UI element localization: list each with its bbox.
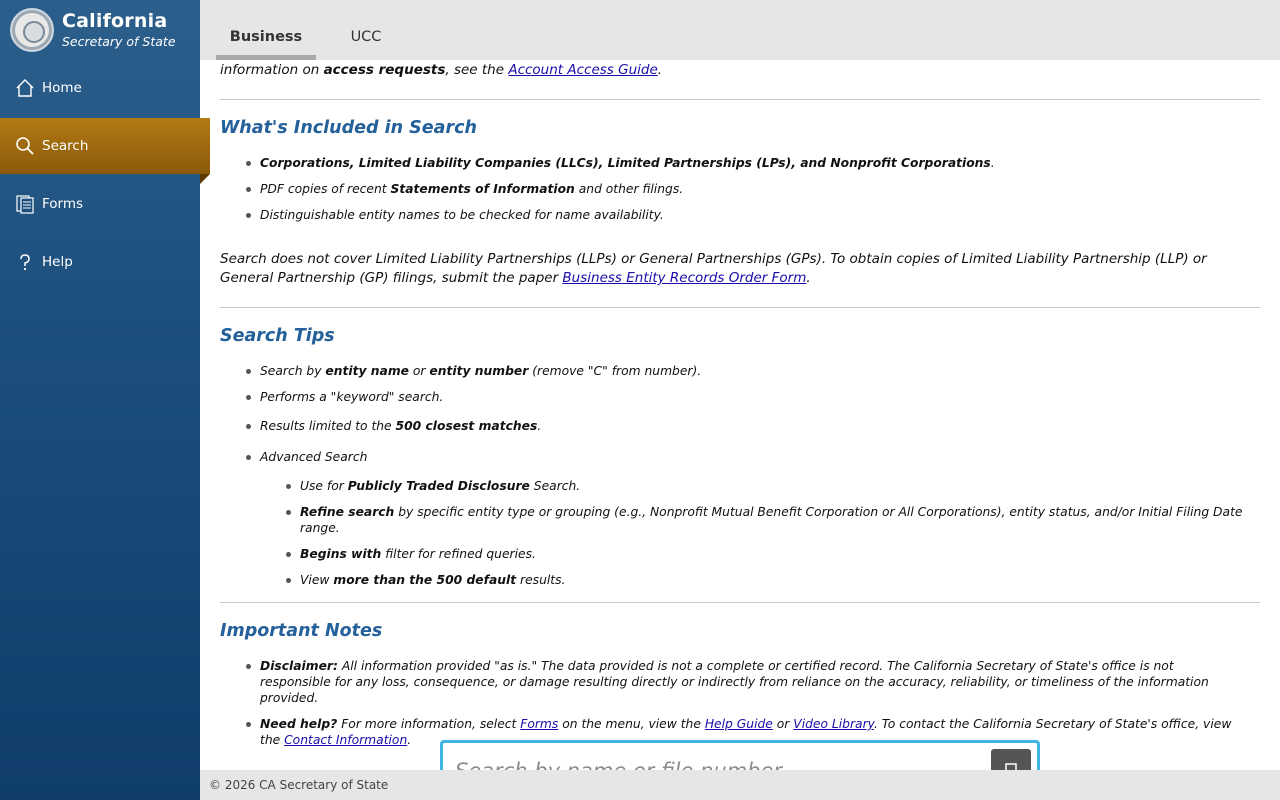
sidebar-item-forms[interactable] (0, 176, 200, 232)
list-item: Performs a "keyword" search. (246, 389, 701, 405)
copyright-text: © 2026 CA Secretary of State (209, 778, 389, 792)
list-item: PDF copies of recent Statements of Information and other filings. (246, 181, 995, 197)
footer (200, 770, 1280, 800)
tab-ucc[interactable]: UCC (350, 29, 382, 45)
brand[interactable] (10, 8, 176, 52)
list-item: Use for Publicly Traded Disclosure Search. (286, 478, 1260, 494)
list-item: Refine search by specific entity type or grouping (e.g., Nonprofit Mutual Benefit Corporation or All Corporations), entity status, and/or Initial Filing Date range. (286, 504, 1260, 536)
sidebar-item-help[interactable] (0, 234, 200, 290)
main-content (220, 60, 1260, 770)
section-heading-tips: Search Tips (220, 326, 335, 346)
video-library-link[interactable]: Video Library (793, 717, 874, 731)
search-icon (14, 135, 36, 157)
section-heading-notes: Important Notes (220, 621, 383, 641)
state-seal-logo (10, 8, 54, 52)
tips-list (246, 363, 701, 465)
sidebar-item-label: Help (42, 254, 73, 270)
brand-title: California (62, 9, 168, 32)
divider (220, 307, 1260, 308)
search-box (440, 740, 1040, 770)
tab-bar (200, 0, 1280, 60)
list-item: Corporations, Limited Liability Companies (LLCs), Limited Partnerships (LPs), and Nonprofit Corporations. (246, 155, 995, 171)
sidebar-item-label: Forms (42, 196, 84, 212)
help-icon (14, 251, 36, 273)
coverage-note: Search does not cover Limited Liability Partnerships (LLPs) or General Partnerships (GPs). To obtain copies of Limited Liability Partnership (LLP) or General Partnership (GP) filings, submit the paper Business Entity Records Order Form. (220, 251, 1207, 286)
list-item: Distinguishable entity names to be checked for name availability. (246, 207, 995, 223)
tab-business[interactable]: Business (216, 18, 316, 60)
sidebar-item-search[interactable] (0, 118, 210, 174)
sidebar (0, 0, 200, 800)
sidebar-item-label: Home (42, 80, 82, 96)
contact-information-link[interactable]: Contact Information (284, 733, 408, 747)
included-list (246, 155, 995, 223)
sidebar-item-home[interactable] (0, 60, 200, 116)
forms-link[interactable]: Forms (520, 717, 559, 731)
list-item: Need help? For more information, select Forms on the menu, view the Help Guide or Video Library. To contact the California Secretary of State's office, view the Contact Information. (246, 716, 1246, 748)
search-input[interactable] (455, 751, 975, 770)
order-form-link[interactable]: Business Entity Records Order Form (562, 270, 807, 286)
search-button-icon (1003, 761, 1019, 770)
advanced-search-sublist (286, 478, 1260, 588)
list-item: Begins with filter for refined queries. (286, 546, 1260, 562)
search-button[interactable] (991, 749, 1031, 770)
list-item: Results limited to the 500 closest matches. (246, 418, 701, 434)
divider (220, 602, 1260, 603)
home-icon (14, 77, 36, 99)
help-guide-link[interactable]: Help Guide (704, 717, 773, 731)
list-item: Search by entity name or entity number (remove "C" from number). (246, 363, 701, 379)
list-item: View more than the 500 default results. (286, 572, 1260, 588)
notes-list (246, 658, 1246, 748)
divider (220, 99, 1260, 100)
intro-text: information on access requests, see the Account Access Guide. (220, 62, 663, 78)
account-access-guide-link[interactable]: Account Access Guide (508, 62, 658, 78)
brand-subtitle: Secretary of State (62, 33, 176, 49)
sidebar-item-label: Search (42, 138, 89, 154)
list-item: Disclaimer: All information provided "as is." The data provided is not a complete or certified record. The California Secretary of State's office is not responsible for any loss, consequence, or damage resulting directly or indirectly from reliance on the accuracy, reliability, or timeliness of the information provided. (246, 658, 1246, 706)
list-item: Advanced Search (246, 449, 701, 465)
section-heading-included: What's Included in Search (220, 118, 477, 138)
forms-icon (14, 193, 36, 215)
